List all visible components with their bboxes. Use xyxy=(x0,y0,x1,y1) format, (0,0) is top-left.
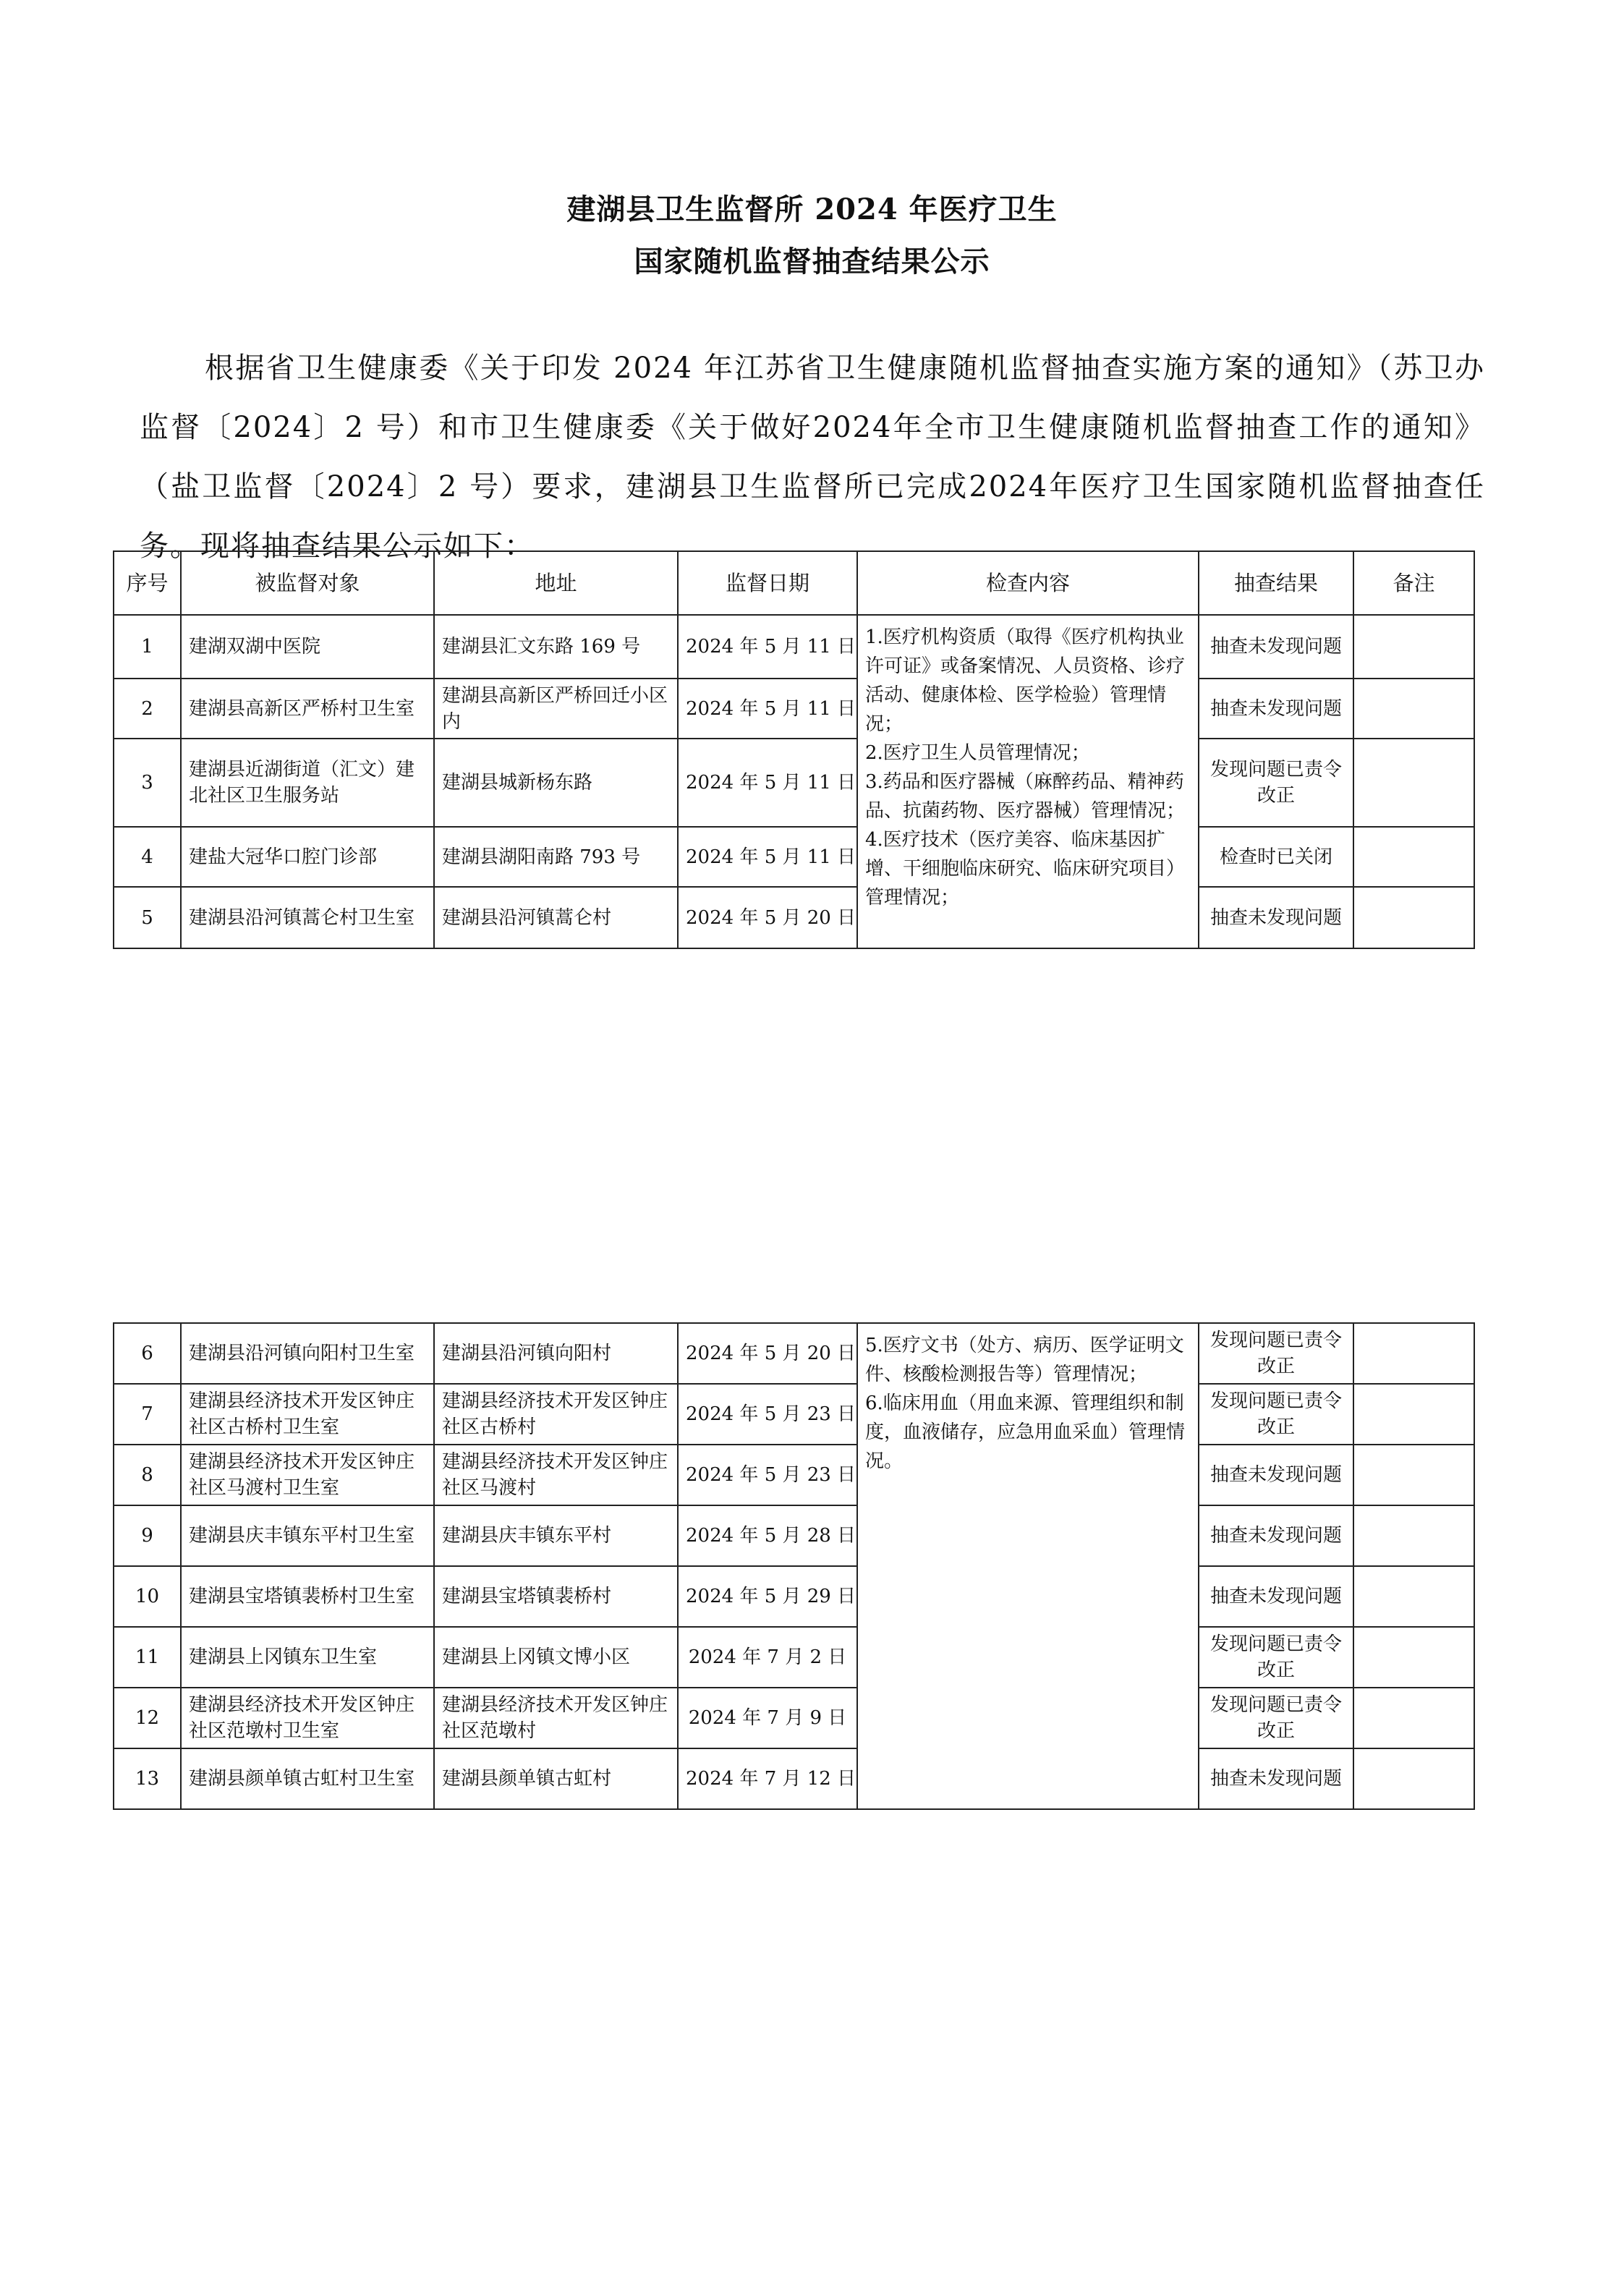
row-date: 2024 年 7 月 9 日 xyxy=(678,1688,857,1748)
row-no: 4 xyxy=(114,827,181,887)
row-no: 2 xyxy=(114,679,181,739)
row-result: 抽查未发现问题 xyxy=(1199,1445,1353,1505)
row-address: 建湖县庆丰镇东平村 xyxy=(434,1505,678,1566)
row-date: 2024 年 5 月 23 日 xyxy=(678,1445,857,1505)
table-header-row xyxy=(114,551,1474,615)
row-date: 2024 年 5 月 23 日 xyxy=(678,1384,857,1445)
row-note xyxy=(1353,615,1474,679)
row-address: 建湖县经济技术开发区钟庄社区范墩村 xyxy=(434,1688,678,1748)
row-result: 抽查未发现问题 xyxy=(1199,615,1353,679)
header-result: 抽查结果 xyxy=(1199,551,1353,615)
row-target: 建湖县沿河镇向阳村卫生室 xyxy=(181,1323,434,1384)
row-no: 5 xyxy=(114,887,181,948)
row-result: 发现问题已责令改正 xyxy=(1199,739,1353,827)
row-result: 发现问题已责令改正 xyxy=(1199,1323,1353,1384)
row-target: 建湖县经济技术开发区钟庄社区马渡村卫生室 xyxy=(181,1445,434,1505)
row-note xyxy=(1353,887,1474,948)
row-result: 抽查未发现问题 xyxy=(1199,1748,1353,1809)
table-row xyxy=(114,1566,1474,1627)
row-no: 10 xyxy=(114,1566,181,1627)
inspection-content-cell xyxy=(857,615,1199,948)
row-address: 建湖县沿河镇蒿仑村 xyxy=(434,887,678,948)
row-address: 建湖县上冈镇文博小区 xyxy=(434,1627,678,1688)
row-no: 7 xyxy=(114,1384,181,1445)
row-no: 9 xyxy=(114,1505,181,1566)
row-note xyxy=(1353,1627,1474,1688)
row-no: 6 xyxy=(114,1323,181,1384)
row-address: 建湖县经济技术开发区钟庄社区马渡村 xyxy=(434,1445,678,1505)
row-date: 2024 年 5 月 11 日 xyxy=(678,679,857,739)
header-target: 被监督对象 xyxy=(181,551,434,615)
row-target: 建盐大冠华口腔门诊部 xyxy=(181,827,434,887)
row-result: 抽查未发现问题 xyxy=(1199,679,1353,739)
table-row xyxy=(114,1323,1474,1384)
row-result: 发现问题已责令改正 xyxy=(1199,1384,1353,1445)
table-row xyxy=(114,615,1474,679)
row-target: 建湖县庆丰镇东平村卫生室 xyxy=(181,1505,434,1566)
row-date: 2024 年 5 月 28 日 xyxy=(678,1505,857,1566)
table-row xyxy=(114,1627,1474,1688)
header-address: 地址 xyxy=(434,551,678,615)
row-date: 2024 年 5 月 11 日 xyxy=(678,739,857,827)
row-date: 2024 年 5 月 29 日 xyxy=(678,1566,857,1627)
row-no: 13 xyxy=(114,1748,181,1809)
inspection-table-part-1 xyxy=(113,550,1475,949)
row-no: 1 xyxy=(114,615,181,679)
row-note xyxy=(1353,1566,1474,1627)
row-address: 建湖县沿河镇向阳村 xyxy=(434,1323,678,1384)
row-note xyxy=(1353,1505,1474,1566)
row-note xyxy=(1353,1445,1474,1505)
header-note: 备注 xyxy=(1353,551,1474,615)
row-date: 2024 年 5 月 11 日 xyxy=(678,827,857,887)
inspection-table-part-2 xyxy=(113,1322,1475,1810)
row-address: 建湖县城新杨东路 xyxy=(434,739,678,827)
row-no: 11 xyxy=(114,1627,181,1688)
row-result: 抽查未发现问题 xyxy=(1199,1566,1353,1627)
row-date: 2024 年 5 月 20 日 xyxy=(678,887,857,948)
content-item: 1.医疗机构资质（取得《医疗机构执业许可证》或备案情况、人员资格、诊疗活动、健康体检、医学检验）管理情况； xyxy=(865,626,1186,735)
inspection-content-cell xyxy=(857,1323,1199,1809)
row-address: 建湖县湖阳南路 793 号 xyxy=(434,827,678,887)
row-target: 建湖县高新区严桥村卫生室 xyxy=(181,679,434,739)
row-no: 3 xyxy=(114,739,181,827)
table-row xyxy=(114,1688,1474,1748)
row-result: 抽查未发现问题 xyxy=(1199,1505,1353,1566)
document-title-line-1: 建湖县卫生监督所 2024 年医疗卫生 xyxy=(566,192,1058,226)
row-address: 建湖县宝塔镇裴桥村 xyxy=(434,1566,678,1627)
row-note xyxy=(1353,679,1474,739)
row-result: 检查时已关闭 xyxy=(1199,827,1353,887)
content-item: 2.医疗卫生人员管理情况； xyxy=(865,742,1090,764)
content-item: 6.临床用血（用血来源、管理组织和制度，血液储存，应急用血采血）管理情况。 xyxy=(865,1393,1186,1472)
row-note xyxy=(1353,1688,1474,1748)
row-note xyxy=(1353,1384,1474,1445)
content-item: 3.药品和医疗器械（麻醉药品、精神药品、抗菌药物、医疗器械）管理情况； xyxy=(865,771,1186,822)
row-date: 2024 年 7 月 12 日 xyxy=(678,1748,857,1809)
row-target: 建湖县宝塔镇裴桥村卫生室 xyxy=(181,1566,434,1627)
row-date: 2024 年 5 月 20 日 xyxy=(678,1323,857,1384)
row-target: 建湖双湖中医院 xyxy=(181,615,434,679)
content-item: 4.医疗技术（医疗美容、临床基因扩增、干细胞临床研究、临床研究项目）管理情况； xyxy=(865,829,1186,909)
row-note xyxy=(1353,1748,1474,1809)
row-address: 建湖县经济技术开发区钟庄社区古桥村 xyxy=(434,1384,678,1445)
row-address: 建湖县高新区严桥回迁小区内 xyxy=(434,679,678,739)
header-no: 序号 xyxy=(114,551,181,615)
intro-paragraph: 根据省卫生健康委《关于印发 2024 年江苏省卫生健康随机监督抽查实施方案的通知》（苏卫办监督〔2024〕2 号）和市卫生健康委《关于做好2024年全市卫生健康随机监督抽查工作的通知》（盐卫监督〔2024〕2 号）要求，建湖县卫生监督所已完成2024年医疗卫生国家随机监督抽查任务。现将抽查结果公示如下： xyxy=(140,352,1485,563)
table-row xyxy=(114,1445,1474,1505)
row-target: 建湖县经济技术开发区钟庄社区范墩村卫生室 xyxy=(181,1688,434,1748)
table-row xyxy=(114,1505,1474,1566)
table-row xyxy=(114,739,1474,827)
row-target: 建湖县上冈镇东卫生室 xyxy=(181,1627,434,1688)
table-row xyxy=(114,1748,1474,1809)
table-row xyxy=(114,1384,1474,1445)
table-row xyxy=(114,679,1474,739)
row-no: 8 xyxy=(114,1445,181,1505)
row-target: 建湖县颜单镇古虹村卫生室 xyxy=(181,1748,434,1809)
table-row xyxy=(114,887,1474,948)
table-row xyxy=(114,827,1474,887)
row-result: 发现问题已责令改正 xyxy=(1199,1627,1353,1688)
row-target: 建湖县沿河镇蒿仑村卫生室 xyxy=(181,887,434,948)
row-result: 抽查未发现问题 xyxy=(1199,887,1353,948)
row-note xyxy=(1353,827,1474,887)
header-content: 检查内容 xyxy=(857,551,1199,615)
row-target: 建湖县经济技术开发区钟庄社区古桥村卫生室 xyxy=(181,1384,434,1445)
content-item: 5.医疗文书（处方、病历、医学证明文件、核酸检测报告等）管理情况； xyxy=(865,1335,1184,1385)
row-date: 2024 年 5 月 11 日 xyxy=(678,615,857,679)
row-date: 2024 年 7 月 2 日 xyxy=(678,1627,857,1688)
header-date: 监督日期 xyxy=(678,551,857,615)
row-note xyxy=(1353,1323,1474,1384)
row-address: 建湖县汇文东路 169 号 xyxy=(434,615,678,679)
row-note xyxy=(1353,739,1474,827)
row-result: 发现问题已责令改正 xyxy=(1199,1688,1353,1748)
row-no: 12 xyxy=(114,1688,181,1748)
row-target: 建湖县近湖街道（汇文）建北社区卫生服务站 xyxy=(181,739,434,827)
row-address: 建湖县颜单镇古虹村 xyxy=(434,1748,678,1809)
document-title-line-2: 国家随机监督抽查结果公示 xyxy=(634,245,990,279)
